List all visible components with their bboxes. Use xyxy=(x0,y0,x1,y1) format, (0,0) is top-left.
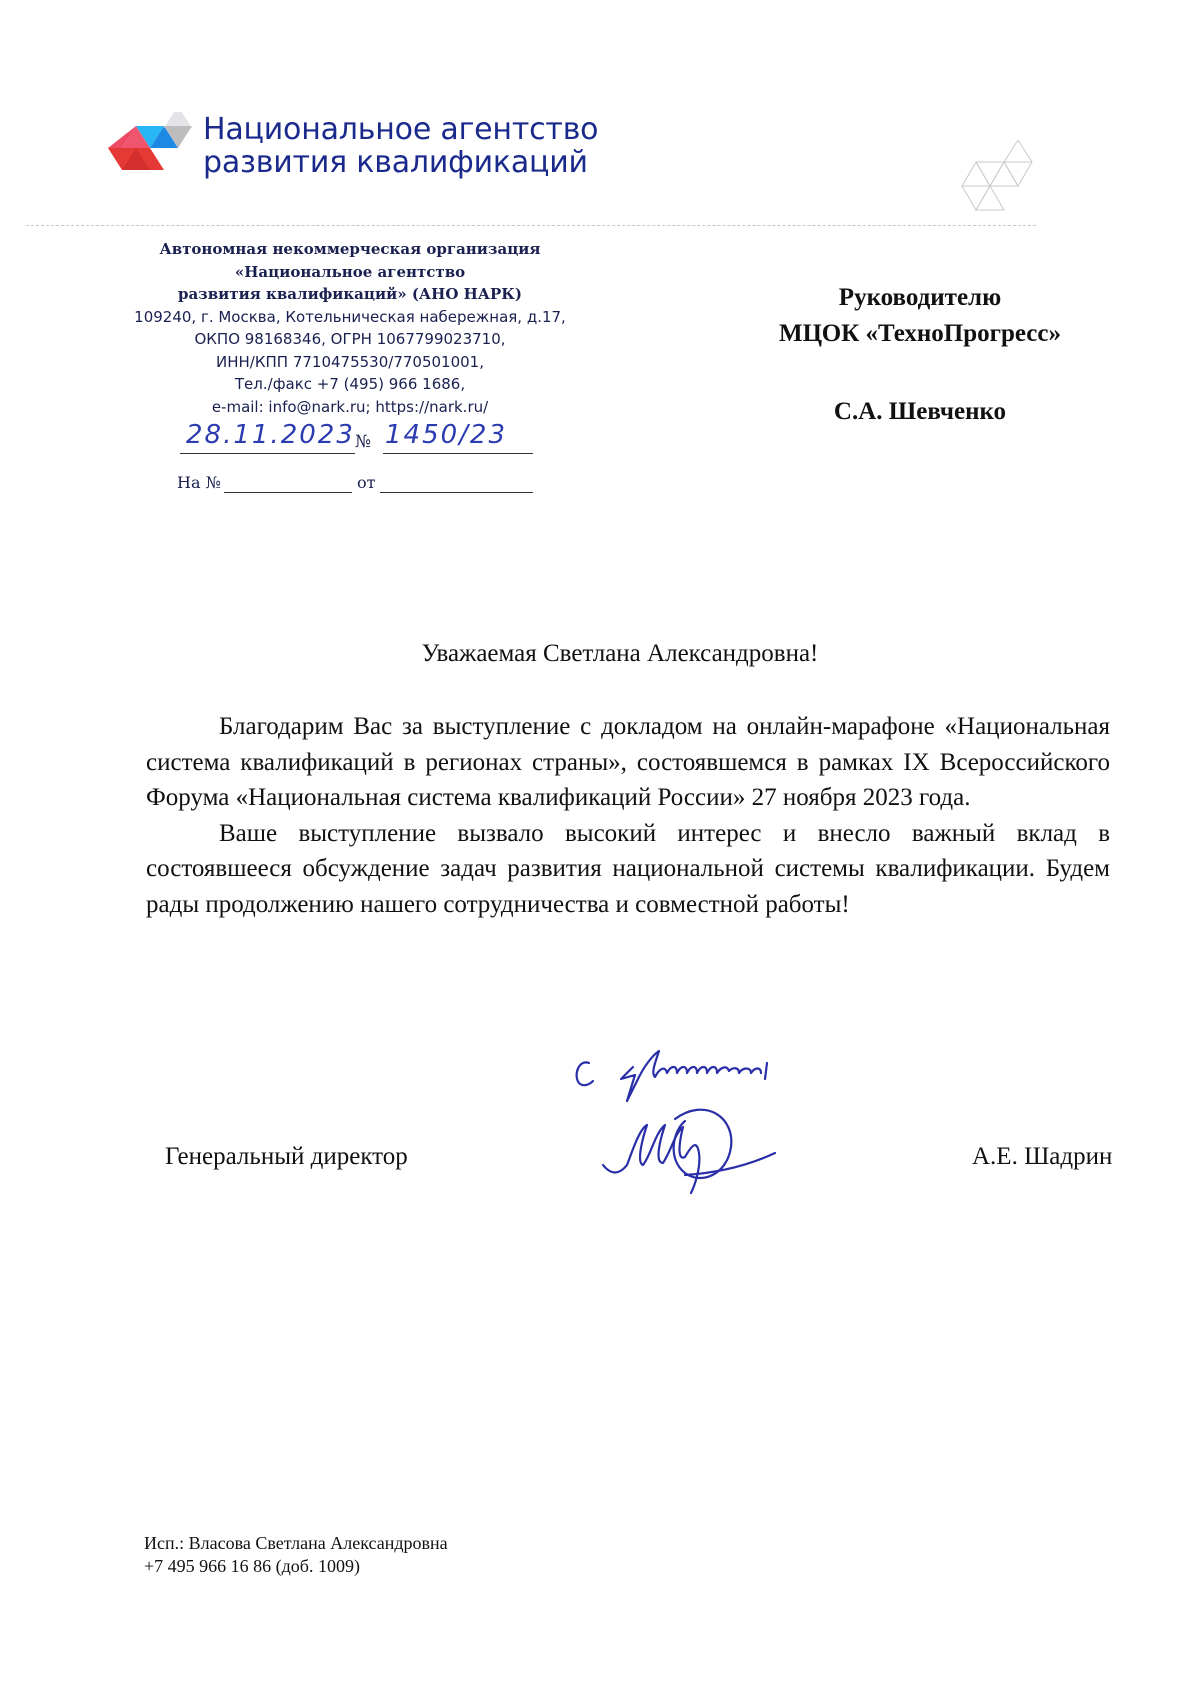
signature-stroke-comma xyxy=(765,1063,767,1079)
org-detail-line: развития квалификаций» (АНО НАРК) xyxy=(177,285,523,303)
nark-logo-icon xyxy=(100,112,200,188)
registration-number-label: № xyxy=(355,432,372,452)
org-detail-line: «Национальное агентство xyxy=(234,262,466,281)
addressee-organization: МЦОК «ТехноПрогресс» xyxy=(779,320,1061,347)
registration-number: 1450/23 xyxy=(385,420,508,450)
org-detail-inn-kpp: ИНН/КПП 7710475530/770501001, xyxy=(216,352,484,371)
signature-stroke-loop xyxy=(674,1110,732,1178)
executor-info xyxy=(144,1532,448,1578)
executor-phone: +7 495 966 16 86 (доб. 1009) xyxy=(144,1556,360,1576)
organization-title xyxy=(203,113,598,179)
registration-date: 28.11.2023 xyxy=(186,420,355,450)
org-detail-line: Автономная некоммерческая организация xyxy=(159,240,541,258)
reference-date-label: от xyxy=(357,473,376,492)
org-detail-address: 109240, г. Москва, Котельническая набережная, д.17, xyxy=(134,307,566,326)
reference-number-label: На № xyxy=(177,473,221,492)
logo-light-triangle xyxy=(164,112,192,128)
signature-stroke-name xyxy=(603,1125,699,1193)
addressee-block xyxy=(730,280,1110,430)
letter-paragraph: Ваше выступление вызвало высокий интерес и внесло важный вклад в состоявшееся обсуждение задач развития национальной системы квалификации. Будем рады продолжению нашего сотрудничества и совместной работы! xyxy=(146,819,1110,918)
signatory-name: А.Е. Шадрин xyxy=(972,1143,1113,1170)
registration-number-underline xyxy=(383,453,533,454)
letter-paragraph: Благодарим Вас за выступление с докладом на онлайн-марафоне «Национальная система квалификаций в регионах страны», состоявшемся в рамках IX Всероссийского Форума «Национальная система квалификаций России» 27 ноября 2023 года. xyxy=(146,713,1110,811)
organization-title-line-1: Национальное агентство xyxy=(203,112,599,147)
org-detail-okpo-ogrn: ОКПО 98168346, ОГРН 1067799023710, xyxy=(194,330,506,348)
organization-details xyxy=(100,238,600,418)
salutation: Уважаемая Светлана Александровна! xyxy=(421,640,819,667)
addressee-position: Руководителю xyxy=(838,284,1002,311)
header-divider xyxy=(26,225,1036,226)
signature-stroke-c xyxy=(577,1062,593,1085)
registration-date-underline xyxy=(180,453,355,454)
executor-name: Исп.: Власова Светлана Александровна xyxy=(144,1533,448,1553)
reference-date-blank xyxy=(380,492,533,493)
addressee-name: С.А. Шевченко xyxy=(833,398,1007,425)
org-detail-phone-fax: Тел./факс +7 (495) 966 1686, xyxy=(234,375,466,393)
organization-title-line-2: развития квалификаций xyxy=(203,145,588,180)
signatory-title: Генеральный директор xyxy=(165,1143,408,1170)
handwritten-signature-icon xyxy=(555,1045,855,1215)
org-detail-email-site: e-mail: info@nark.ru; https://nark.ru/ xyxy=(211,397,489,416)
outline-triangles-decor-icon xyxy=(940,140,1065,230)
letter-body xyxy=(146,709,1110,922)
reference-number-blank xyxy=(224,492,352,493)
signature-stroke-greeting xyxy=(621,1051,761,1101)
